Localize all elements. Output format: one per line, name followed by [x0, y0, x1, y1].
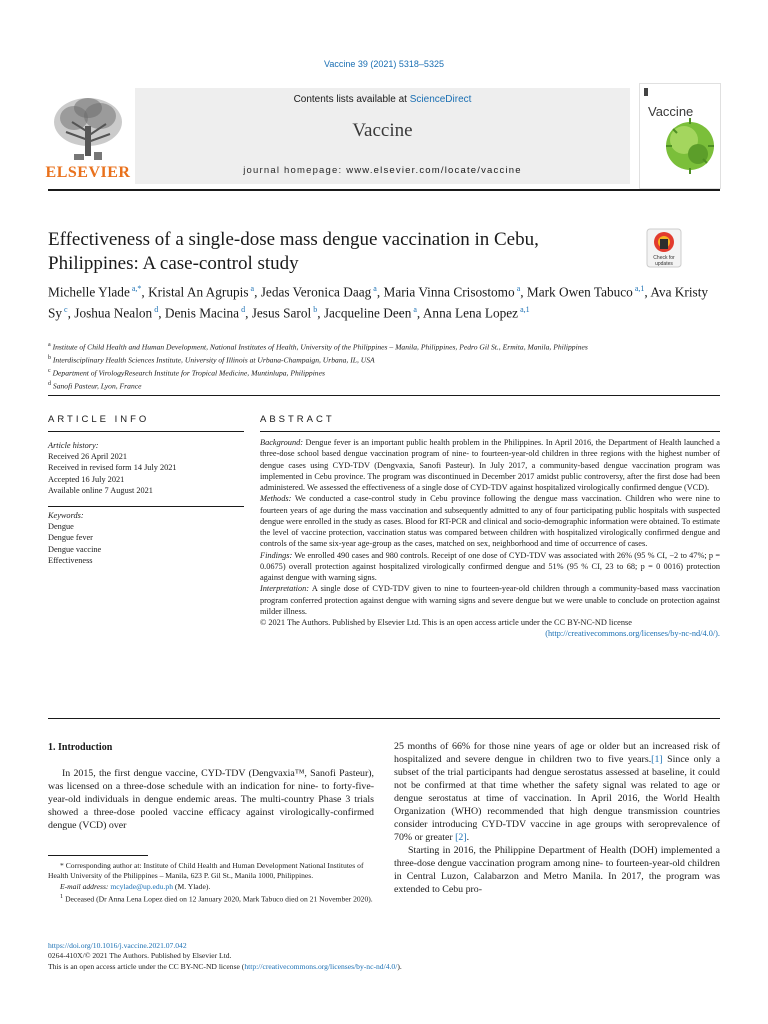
- license-link[interactable]: (http://creativecommons.org/licenses/by-nc-nd/4.0/).: [545, 629, 720, 639]
- author-name: Jacqueline Deen: [323, 305, 412, 321]
- cover-title: Vaccine: [648, 104, 694, 119]
- abstract-bottom-rule: [48, 718, 720, 719]
- contents-prefix: Contents lists available at: [293, 94, 410, 105]
- sciencedirect-link[interactable]: ScienceDirect: [409, 94, 472, 105]
- aff-text: Institute of Child Health and Human Development, National Institutes of Health, University of the Philippines – Manila, Philippines, Pedro Gil St., Ermita, Manila, Philippines: [52, 342, 588, 352]
- abstract-text: We enrolled 490 cases and 980 controls. Receipt of one dose of CYD-TDV was associated with 26% (95 % CI, −2 to 47%; p = 0.0675) overall protection against hospitalized virologically confirmed dengue and 51% (95 % CI, 23 to 68; p = 0 0016) protection against dengue with warning signs.: [260, 550, 720, 582]
- header-rule: [48, 189, 720, 191]
- abstract-body: [260, 437, 720, 640]
- footnote-text: Deceased (Dr Anna Lena Lopez died on 12 January 2020, Mark Tabuco died on 21 November 2020).: [65, 894, 373, 904]
- reference-link-2[interactable]: [2]: [455, 832, 467, 843]
- crossmark-label: Check for updates: [653, 255, 675, 267]
- article-info-heading: ARTICLE INFO: [48, 414, 150, 425]
- author-affiliation-marker[interactable]: a,1: [518, 305, 530, 315]
- affiliation-b: [48, 353, 720, 366]
- body-text: Since only a subset of the trial participants had dengue serostatus assessed at baseline, it could not be confirmed at that time whether the safety signal was related to age or dengue serostatus at time of vaccination. In April 2016, the World Health Organization (WHO) recommended that high dengue transmission countries consider introducing CYD-TDV vaccine in age groups with seroprevalence of 70% or greater: [394, 754, 720, 843]
- affiliation-a: [48, 340, 720, 353]
- abstract-copyright: © 2021 The Authors. Published by Elsevier Ltd. This is an open access article under the CC BY-NC-ND license: [260, 618, 632, 627]
- affiliation-d: [48, 379, 720, 392]
- oa-suffix: ).: [397, 961, 402, 971]
- doi-link[interactable]: https://doi.org/10.1016/j.vaccine.2021.07.042: [48, 941, 187, 950]
- body-text: 25 months of 66% for those nine years of age or older but an increased risk of hospitalized and severe dengue in children two to five years.: [394, 741, 720, 765]
- abstract-rule: [260, 431, 720, 432]
- aff-text: Department of VirologyResearch Institute for Tropical Medicine, Muntinlupa, Philippines: [52, 368, 325, 378]
- journal-homepage: [135, 165, 630, 176]
- author-name: Michelle Ylade: [48, 284, 130, 300]
- aff-marker: a: [48, 342, 51, 348]
- author-name: Maria Vinna Crisostomo: [383, 284, 515, 300]
- history-online: Available online 7 August 2021: [48, 485, 153, 495]
- journal-citation[interactable]: Vaccine 39 (2021) 5318–5325: [324, 59, 444, 69]
- history-received: Received 26 April 2021: [48, 452, 128, 462]
- aff-marker: b: [48, 354, 51, 361]
- body-column-left: [48, 767, 374, 832]
- author-name: Jedas Veronica Daag: [260, 284, 372, 300]
- section-heading-introduction: 1. Introduction: [48, 742, 113, 753]
- footnote-text: Corresponding author at: Institute of Child Health and Human Development National Institutes of Health University of the Philippines – Manila, 623 P. Gil St., Manila 1000, Philippines.: [48, 861, 364, 881]
- info-rule: [48, 431, 244, 432]
- oa-prefix: This is an open access article under the CC BY-NC-ND license (: [48, 961, 245, 971]
- aff-text: Sanofi Pasteur, Lyon, France: [52, 381, 142, 391]
- aff-marker: c: [48, 367, 51, 374]
- elsevier-wordmark: ELSEVIER: [45, 164, 131, 181]
- body-text: .: [466, 832, 470, 843]
- email-suffix: (M. Ylade).: [173, 881, 211, 891]
- abstract-label: Interpretation:: [260, 584, 310, 594]
- footnotes: [48, 861, 374, 905]
- author-name: Mark Owen Tabuco: [526, 284, 633, 300]
- cover-image-icon: [640, 84, 720, 188]
- keyword: Dengue fever: [48, 533, 93, 543]
- author-affiliation-marker[interactable]: a: [248, 284, 255, 293]
- aff-marker: d: [48, 380, 51, 387]
- reference-link-1[interactable]: [1]: [651, 754, 663, 765]
- keyword: Dengue: [48, 522, 74, 532]
- abstract-label: Findings:: [260, 550, 293, 560]
- author-affiliation-marker[interactable]: d: [239, 305, 246, 315]
- article-title: Effectiveness of a single-dose mass dengue vaccination in Cebu, Philippines: A case-control study: [48, 229, 539, 274]
- journal-cover[interactable]: [640, 84, 720, 188]
- footnote-marker: 1: [60, 893, 64, 901]
- asterisk-marker: *: [60, 861, 66, 870]
- author-affiliation-marker[interactable]: a: [371, 284, 377, 293]
- author-affiliation-marker[interactable]: a: [514, 284, 521, 293]
- check-for-updates-badge[interactable]: [646, 228, 682, 268]
- author-affiliation-marker[interactable]: a,1: [632, 284, 645, 293]
- footnote-deceased: [48, 892, 374, 905]
- abstract-background: [260, 437, 720, 493]
- author-list: Michelle Ylade $^{a,*}$, Kristal An Agrupis $^a$, Jedas Veronica Daag $^a$, Maria Vinna Crisostomo $^a$, Mark Owen Tabuco $^{a,1}$, Ava Kristy Sy $^c$, Joshua Nealon $^d$, Denis Macina $^d$, Jesus Sarol $^b$, Jacqueline Deen $^a$, Anna Lena Lopez $^{a,1}$: [48, 284, 709, 321]
- article-history: [48, 440, 244, 496]
- aff-text: Interdisciplinary Health Sciences Institute, University of Illinois at Urbana-Champaign, Urbana, IL, USA: [52, 355, 375, 365]
- homepage-prefix: journal homepage:: [243, 165, 347, 176]
- abstract-text: Dengue fever is an important public health problem in the Philippines. In April 2016, the Department of Health launched a three-dose school based dengue vaccination program of nine- to fourteen-year-old children in three regions with the highest number of dengue cases using CYD-TDV (Dengvaxia, Sanofi Pasteur). In July 2017, a community-based dengue vaccination program was implemented in Cebu province. The program was discontinued in December 2017 amidst public controversy, after the first dose had been administered. We assessed the effectiveness of a single dose of CYD-TDV against hospitalized virologically confirmed dengue (VCD).: [260, 438, 720, 492]
- author-affiliation-marker[interactable]: d: [152, 305, 159, 315]
- abstract-text: We conducted a case-control study in Cebu province following the dengue mass vaccination. Children who were nine to fourteen years of age during the mass vaccination and subsequently admitted to any of four participating public hospitals with suspected dengue were enrolled in the study as cases. Blood for RT-PCR and clinical and socio-demographic information were obtained. To estimate the level of vaccine protection, vaccination status was compared between children with hospitalized virologically confirmed dengue and controls of the same six-year age-group as the cases, matched on sex, neighborhood and time of occurrence of cases.: [260, 494, 720, 549]
- author-affiliation-marker[interactable]: a,*: [129, 284, 142, 293]
- abstract-methods: [260, 493, 720, 549]
- abstract-text: A single dose of CYD-TDV given to nine to fourteen-year-old children through a community-based mass vaccination program conferred protection against dengue with warning signs and severe dengue but we were unable to conclude on protection against milder illness.: [260, 584, 720, 616]
- author-name: Ava Kristy Sy: [48, 284, 709, 321]
- page-footer: [48, 941, 720, 972]
- affiliation-rule: [48, 395, 720, 396]
- open-access-line: [48, 962, 720, 972]
- homepage-link[interactable]: www.elsevier.com/locate/vaccine: [346, 165, 522, 176]
- email-label: E-mail address:: [60, 881, 111, 891]
- abstract-interpretation: [260, 583, 720, 617]
- abstract-heading: ABSTRACT: [260, 414, 335, 425]
- intro-paragraph: In 2015, the first dengue vaccine, CYD-TDV (Dengvaxia™, Sanofi Pasteur), was licensed on a three-dose schedule with an indication for nine- to forty-five-year-old individuals in dengue endemic areas. The multi-country Phase 3 trials showed a three-dose pooled vaccine efficacy against virologically-confirmed dengue (VCD) over: [48, 768, 374, 831]
- keywords-label: Keywords:: [48, 511, 84, 520]
- history-label: Article history:: [48, 441, 99, 450]
- body-paragraph: Starting in 2016, the Philippine Department of Health (DOH) implemented a three-dose dengue vaccination program among nine- to fourteen-year-old children in Central Luzon, Calabarzon and Metro Manila. In 2017, the program was extended to Cebu pro-: [394, 845, 720, 895]
- abstract-label: Background:: [260, 438, 304, 447]
- keywords: [48, 510, 244, 566]
- author-name: Jesus Sarol: [251, 305, 312, 321]
- author-affiliation-marker[interactable]: b: [311, 305, 318, 315]
- author-name: Joshua Nealon: [74, 305, 153, 321]
- oa-license-link[interactable]: http://creativecommons.org/licenses/by-nc-nd/4.0/: [244, 961, 398, 971]
- author-affiliation-marker[interactable]: a: [411, 305, 417, 315]
- body-paragraph: [394, 740, 720, 844]
- email-link[interactable]: mcylade@up.edu.ph: [110, 881, 174, 891]
- abstract-findings: [260, 550, 720, 584]
- journal-title: Vaccine: [352, 120, 413, 141]
- footnote-corresponding: [48, 861, 374, 882]
- affiliation-c: [48, 366, 720, 379]
- issn-line: 0264-410X/© 2021 The Authors. Published by Elsevier Ltd.: [48, 951, 232, 961]
- author-affiliation-marker[interactable]: c: [62, 305, 68, 315]
- author-name: Anna Lena Lopez: [422, 305, 519, 321]
- footnote-rule: [48, 855, 148, 856]
- abstract-license: [260, 628, 720, 639]
- body-column-right: [394, 740, 720, 896]
- author-name: Kristal An Agrupis: [148, 284, 249, 300]
- footnote-email: [48, 882, 374, 892]
- abstract-label: Methods:: [260, 494, 292, 504]
- history-revised: Received in revised form 14 July 2021: [48, 463, 177, 473]
- keyword: Effectiveness: [48, 555, 93, 565]
- history-accepted: Accepted 16 July 2021: [48, 474, 125, 484]
- keyword: Dengue vaccine: [48, 544, 102, 554]
- keywords-rule: [48, 506, 244, 507]
- contents-line: [135, 94, 630, 105]
- author-name: Denis Macina: [164, 305, 240, 321]
- affiliations: [48, 340, 720, 392]
